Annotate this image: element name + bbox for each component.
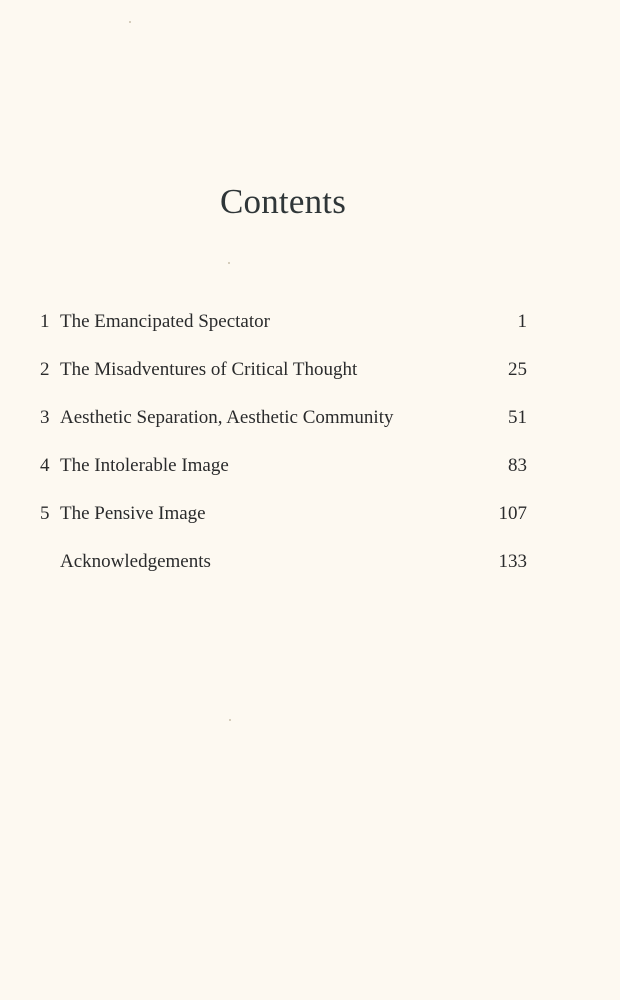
chapter-number: 3 [40, 407, 50, 428]
toc-entry [40, 354, 527, 402]
page-number: 107 [498, 503, 527, 524]
toc-entry [40, 546, 527, 594]
chapter-title: Acknowledgements [60, 551, 211, 572]
chapter-title: Aesthetic Separation, Aesthetic Community [60, 407, 394, 428]
chapter-title: The Misadventures of Critical Thought [60, 359, 358, 380]
toc-entry [40, 306, 527, 354]
toc-entry [40, 450, 527, 498]
page-number: 1 [517, 311, 527, 332]
chapter-number: 4 [40, 455, 50, 476]
page-number: 83 [508, 455, 527, 476]
paper-speck [229, 719, 231, 721]
chapter-number: 1 [40, 311, 50, 332]
chapter-title: The Intolerable Image [60, 455, 229, 476]
toc-entry [40, 498, 527, 546]
toc-entry [40, 402, 527, 450]
paper-speck [228, 262, 230, 264]
page-number: 25 [508, 359, 527, 380]
page-title: Contents [219, 182, 347, 221]
chapter-title: The Pensive Image [60, 503, 206, 524]
paper-speck [129, 21, 131, 23]
chapter-title: The Emancipated Spectator [60, 311, 270, 332]
page-number: 51 [508, 407, 527, 428]
page-number: 133 [498, 551, 527, 572]
chapter-number: 5 [40, 503, 50, 524]
table-of-contents [40, 306, 527, 594]
chapter-number: 2 [40, 359, 50, 380]
